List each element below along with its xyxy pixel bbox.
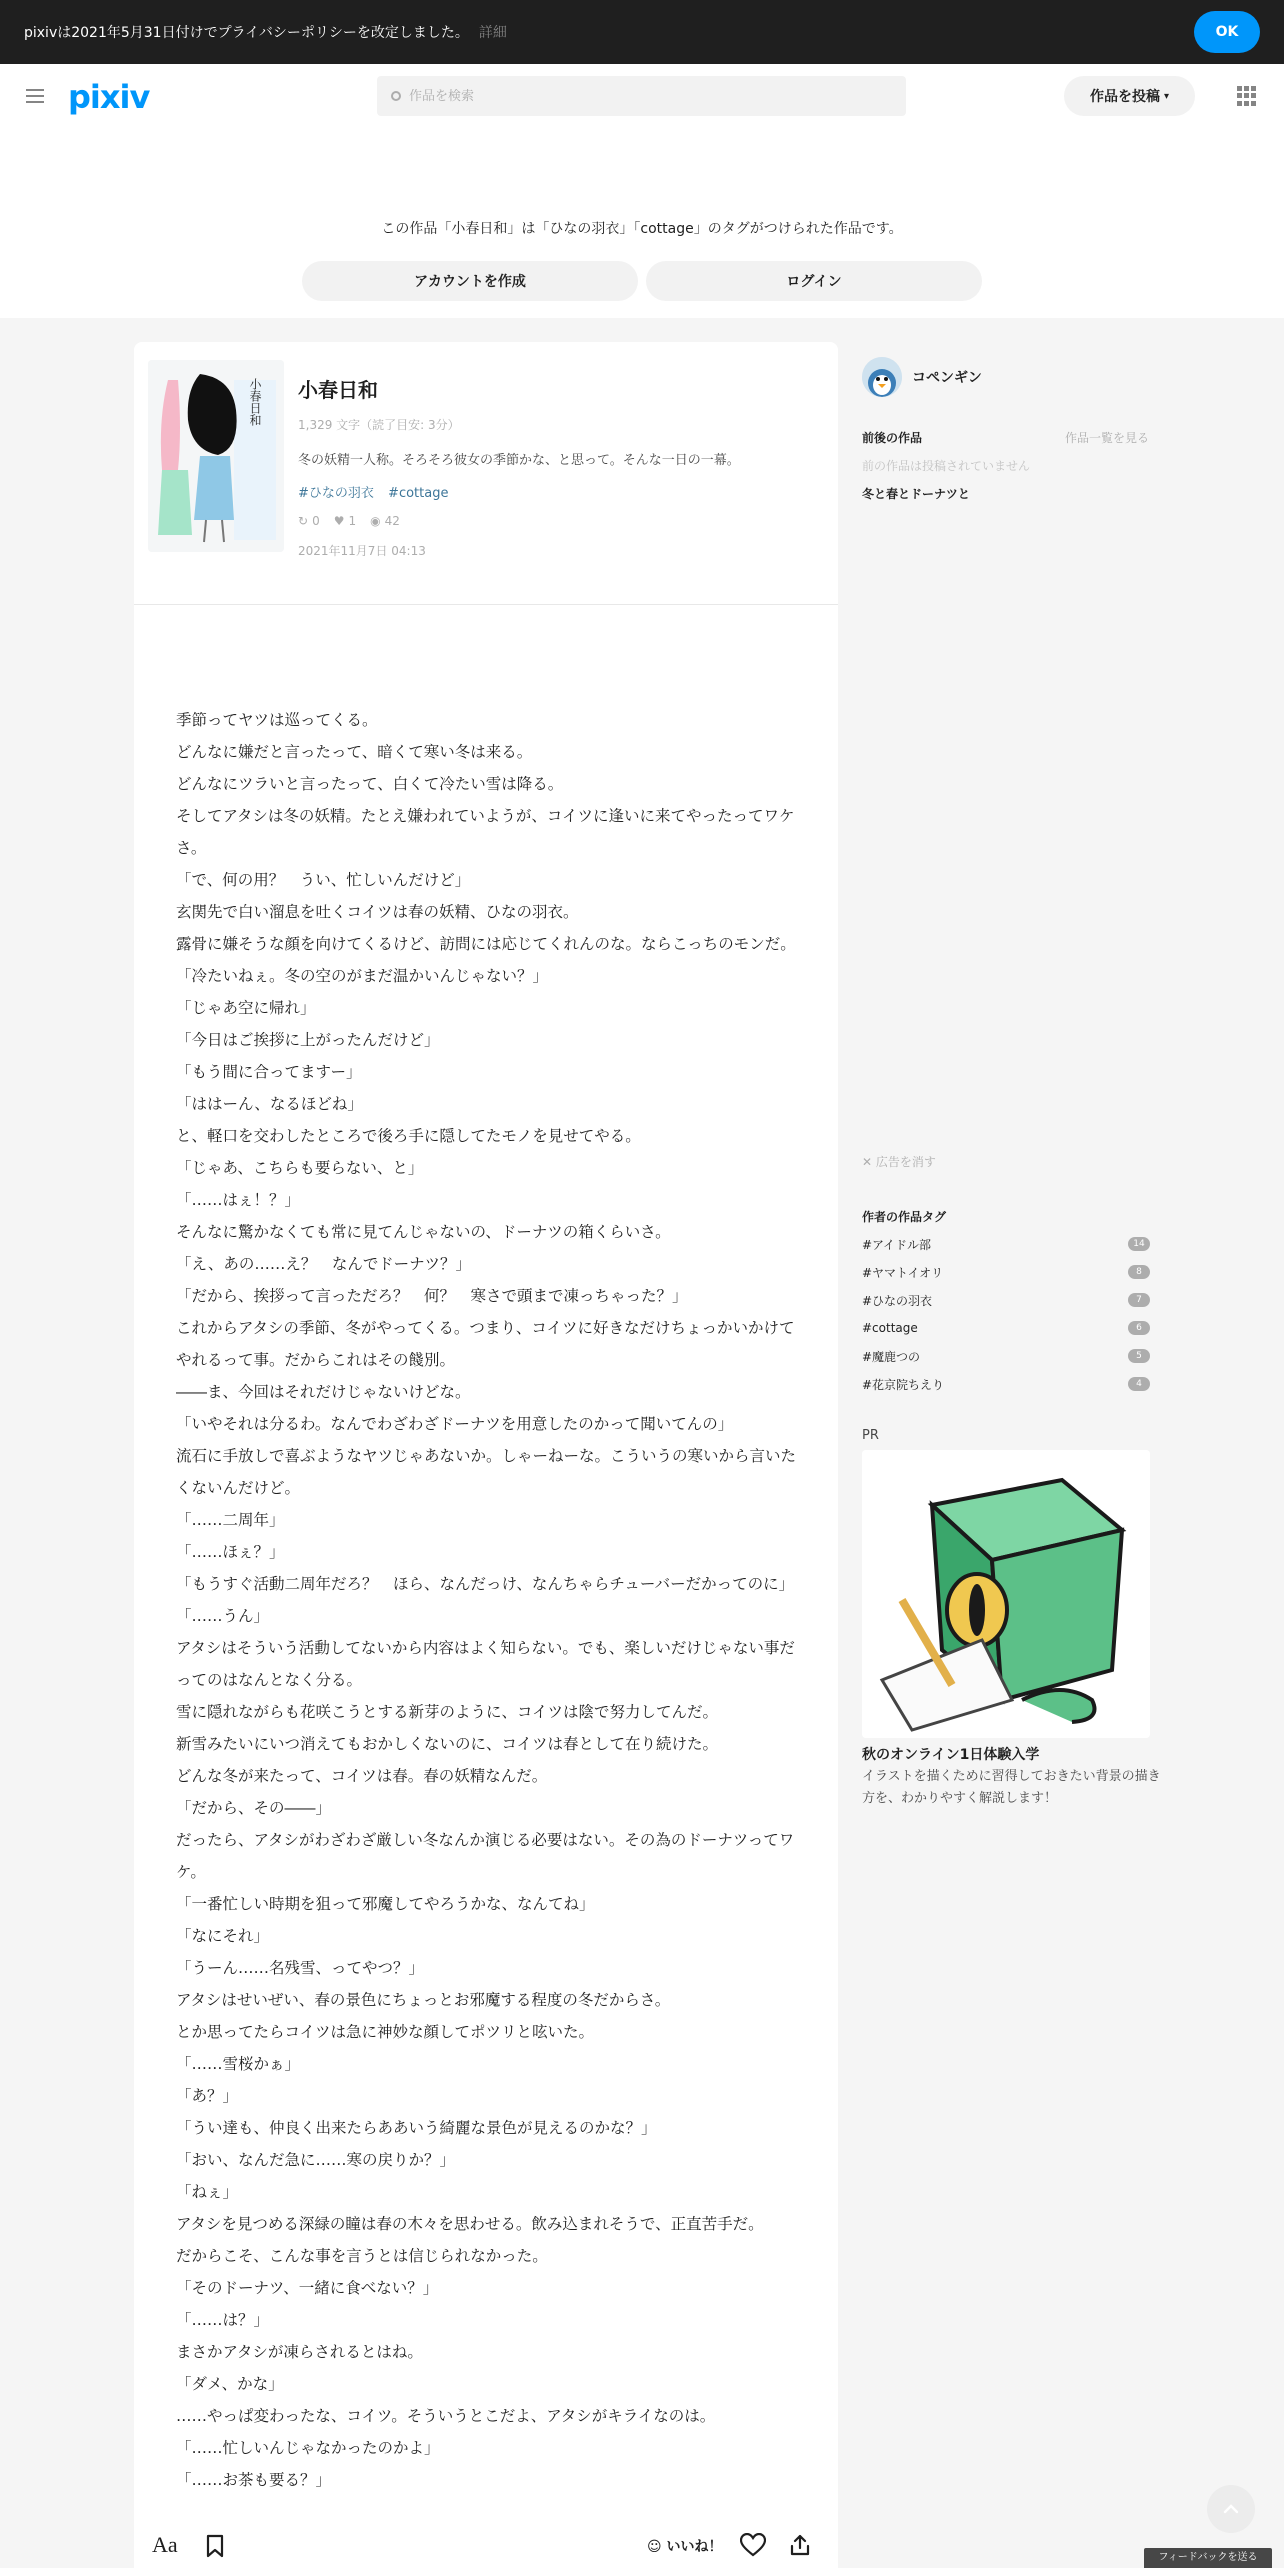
novel-line: 雪に隠れながらも花咲こうとする新芽のように、コイツは陰で努力してんだ。 [176,1703,719,1721]
novel-line: 「もうすぐ活動二周年だろ？ ほら、なんだっけ、なんちゃらチューバーだかってのに」 [176,1575,795,1593]
novel-line: とか思ってたらコイツは急に神妙な顔してポツリと呟いた。 [176,2023,595,2041]
like-stat [334,514,356,528]
novel-line: 「……は？」 [176,2311,270,2329]
novel-line: 「一番忙しい時期を狙って邪魔してやろうかな、なんてね」 [176,1895,595,1913]
author-tag-count: 14 [1128,1237,1150,1251]
novel-line: 「だから、その――」 [176,1799,332,1817]
work-stats [298,514,400,528]
chevron-down-icon: ▾ [1163,90,1170,102]
novel-line: 「……二周年」 [176,1511,285,1529]
hide-ads-link[interactable] [862,1153,936,1170]
next-work-link[interactable]: 冬と春とドーナツと [862,487,970,501]
author-tag-row[interactable] [862,1262,1150,1282]
pr-label: PR [862,1428,879,1443]
banner-text: pixivは2021年5月31日付けでプライバシーポリシーを改定しました。 [24,25,469,41]
eye-icon: ◉ [370,514,381,528]
feedback-button[interactable]: フィードバックを送る [1144,2548,1272,2568]
pr-image[interactable] [862,1450,1150,1738]
nice-button[interactable] [647,2536,722,2556]
author-tag-row[interactable] [862,1318,1150,1338]
novel-line: 「あ？」 [176,2087,239,2105]
novel-line: そしてアタシは冬の妖精。たとえ嫌われていようが、コイツに逢いに来てやったってワケさ。 [176,807,795,857]
novel-line: 「いやそれは分るわ。なんでわざわざドーナツを用意したのかって聞いてんの」 [176,1415,734,1433]
novel-line: 流石に手放しで喜ぶようなヤツじゃあないか。しゃーねーな。こういうの寒いから言いたくないんだけど。 [176,1447,797,1497]
novel-line: 「……はぇ！？」 [176,1191,301,1209]
chevron-up-icon [1221,2499,1241,2519]
share-icon[interactable] [788,2533,812,2561]
novel-line: まさかアタシが凍らされるとはね。 [176,2343,423,2361]
novel-line: 「冷たいねぇ。冬の空のがまだ温かいんじゃない？」 [176,967,549,985]
novel-card [134,342,838,2568]
work-tag[interactable]: #ひなの羽衣 [298,486,374,501]
prev-work-none: 前の作品は投稿されていません [862,459,1031,473]
novel-line: 「もう間に合ってますー」 [176,1063,362,1081]
work-tags [298,482,458,501]
novel-line: 「そのドーナツ、一緒に食べない？」 [176,2279,439,2297]
login-button[interactable]: ログイン [646,261,982,301]
nice-label: いいね！ [666,2539,723,2555]
avatar[interactable] [862,357,902,397]
banner-detail-link[interactable]: 詳細 [478,25,507,41]
author-tag-count: 5 [1128,1349,1150,1363]
work-tag[interactable]: #cottage [388,486,449,501]
novel-line: 新雪みたいにいつ消えてもおかしくないのに、コイツは春として在り続けた。 [176,1735,719,1753]
novel-line: 「じゃあ、こちらも要らない、と」 [176,1159,424,1177]
novel-line: 季節ってヤツは巡ってくる。 [176,711,378,729]
guest-intro [0,128,1284,318]
novel-line: 「……お茶も要る？」 [176,2471,332,2489]
novel-line: 「ははーん、なるほどね」 [176,1095,363,1113]
author-tag-row[interactable] [862,1346,1150,1366]
novel-line: どんなにツラいと言ったって、白くて冷たい雪は降る。 [176,775,564,793]
novel-line: そんなに驚かなくても常に見てんじゃないの、ドーナツの箱くらいさ。 [176,1223,671,1241]
works-list-link[interactable]: 作品一覧を見る [1065,431,1150,445]
author-tag-count: 4 [1128,1377,1150,1391]
novel-line: 「おい、なんだ急に……寒の戻りか？」 [176,2151,456,2169]
author-tag-count: 8 [1128,1265,1150,1279]
smile-icon: ☺ [647,2539,662,2555]
novel-line: 「……雪桜かぁ」 [176,2055,301,2073]
heart-icon: ♥ [333,514,345,528]
novel-line: アタシはそういう活動してないから内容はよく知らない。でも、楽しいだけじゃない事だってのはなんとなく分る。 [176,1639,795,1689]
novel-line: 「で、何の用？ うい、忙しいんだけど」 [176,871,471,889]
novel-line: 「だから、挨拶って言っただろ？ 何？ 寒さで頭まで凍っちゃった？」 [176,1287,688,1305]
novel-line: と、軽口を交わしたところで後ろ手に隠してたモノを見せてやる。 [176,1127,641,1145]
novel-line: 「ダメ、かな」 [176,2375,284,2393]
create-account-button[interactable]: アカウントを作成 [302,261,638,301]
search-box[interactable] [377,76,906,116]
repost-stat [298,514,320,528]
author-profile[interactable] [862,357,982,397]
divider [134,604,838,605]
hamburger-menu-icon[interactable] [26,89,44,103]
novel-line: 「……忙しいんじゃなかったのかよ」 [176,2439,440,2457]
privacy-banner [0,0,1284,64]
search-icon [391,91,401,101]
novel-line: ……やっぱ変わったな、コイツ。そういうとこだよ、アタシがキライなのは。 [176,2407,716,2425]
apps-grid-icon[interactable] [1237,86,1257,106]
post-work-button[interactable] [1064,76,1195,116]
author-tag-name[interactable]: #ひなの羽衣 [862,1293,933,1308]
novel-line: 「なにそれ」 [176,1927,270,1945]
site-header [0,64,1284,128]
author-tag-count: 6 [1128,1321,1150,1335]
novel-line: だったら、アタシがわざわざ厳しい冬なんか演じる必要はない。その為のドーナツってワケ。 [176,1831,795,1881]
reader-toolbar [134,2524,838,2568]
scroll-top-button[interactable] [1207,2485,1255,2533]
author-tag-name[interactable]: #アイドル部 [862,1237,931,1252]
post-work-label: 作品を投稿 [1089,89,1160,105]
novel-line: アタシを見つめる深緑の瞳は春の木々を思わせる。飲み込まれそうで、正直苦手だ。 [176,2215,764,2233]
novel-line: 「ねぇ」 [176,2183,239,2201]
novel-line: 露骨に嫌そうな顔を向けてくるけど、訪問には応じてくれんのな。ならこっちのモンだ。 [176,935,796,953]
novel-line: アタシはせいぜい、春の景色にちょっとお邪魔する程度の冬だからさ。 [176,1991,671,2009]
intro-tagline: この作品「小春日和」は「ひなの羽衣」「cottage」のタグがつけられた作品です。 [381,221,903,237]
novel-line: 「え、あの……え？ なんでドーナツ？」 [176,1255,471,1273]
pixiv-logo[interactable]: pixiv [68,78,150,116]
novel-line: どんな冬が来たって、コイツは春。春の妖精なんだ。 [176,1767,548,1785]
author-tag-count: 7 [1128,1293,1150,1307]
novel-line: 玄関先で白い溜息を吐くコイツは春の妖精、ひなの羽衣。 [176,903,579,921]
novel-line: 「今日はご挨拶に上がったんだけど」 [176,1031,440,1049]
author-tag-name[interactable]: #花京院ちえり [862,1377,945,1392]
novel-line: 「うい達も、仲良く出来たらああいう綺麗な景色が見えるのかな？」 [176,2119,657,2137]
novel-line: これからアタシの季節、冬がやってくる。つまり、コイツに好きなだけちょっかいかけてやれるって事。だからこれはその餞別。 [176,1319,795,1369]
pr-description: イラストを描くために習得しておきたい背景の描き方を、わかりやすく解説します！ [862,1769,1161,1806]
novel-body [176,704,798,2496]
pr-title[interactable]: 秋のオンライン1日体験入学 [862,1747,1040,1763]
view-count: 42 [384,514,400,528]
hide-ads-label: 広告を消す [875,1155,936,1169]
author-tag-name[interactable]: #cottage [862,1321,918,1335]
work-caption: 冬の妖精一人称。そろそろ彼女の季節かな、と思って。そんな一日の一幕。 [298,453,740,468]
novel-line: どんなに嫌だと言ったって、暗くて寒い冬は来る。 [176,743,533,761]
author-tags-title: 作者の作品タグ [862,1210,947,1224]
novel-line: ――ま、今回はそれだけじゃないけどな。 [176,1383,471,1401]
prevnext-label: 前後の作品 [862,431,923,445]
banner-ok-button[interactable]: OK [1194,11,1260,53]
author-tag-name[interactable]: #魔鹿つの [862,1349,921,1364]
font-settings-button[interactable]: Aa [152,2532,178,2557]
cover-text: 小春日和 [248,378,262,426]
heart-icon[interactable] [740,2533,766,2561]
author-tag-row[interactable] [862,1234,1150,1254]
work-date: 2021年11月7日 04:13 [298,544,426,558]
author-tag-name[interactable]: #ヤマトイオリ [862,1265,944,1280]
novel-line: 「じゃあ空に帰れ」 [176,999,316,1017]
search-input[interactable] [409,89,869,104]
close-icon: ✕ [862,1155,876,1169]
author-name[interactable]: コペンギン [912,370,982,386]
novel-line: だからこそ、こんな事を言うとは信じられなかった。 [176,2247,548,2265]
author-tag-row[interactable] [862,1290,1150,1310]
cover-image[interactable] [148,360,284,552]
view-stat [370,514,400,528]
like-count: 1 [348,514,357,528]
author-tag-row[interactable] [862,1374,1150,1394]
work-meta: 1,329 文字（読了目安: 3分） [298,418,460,432]
novel-line: 「うーん……名残雪、ってやつ？」 [176,1959,425,1977]
repost-count: 0 [312,514,320,528]
novel-line: 「……うん」 [176,1607,270,1625]
work-title: 小春日和 [298,378,378,402]
bookmark-icon[interactable] [206,2534,224,2562]
novel-line: 「……ほぇ？」 [176,1543,285,1561]
repost-icon: ↻ [298,514,309,528]
